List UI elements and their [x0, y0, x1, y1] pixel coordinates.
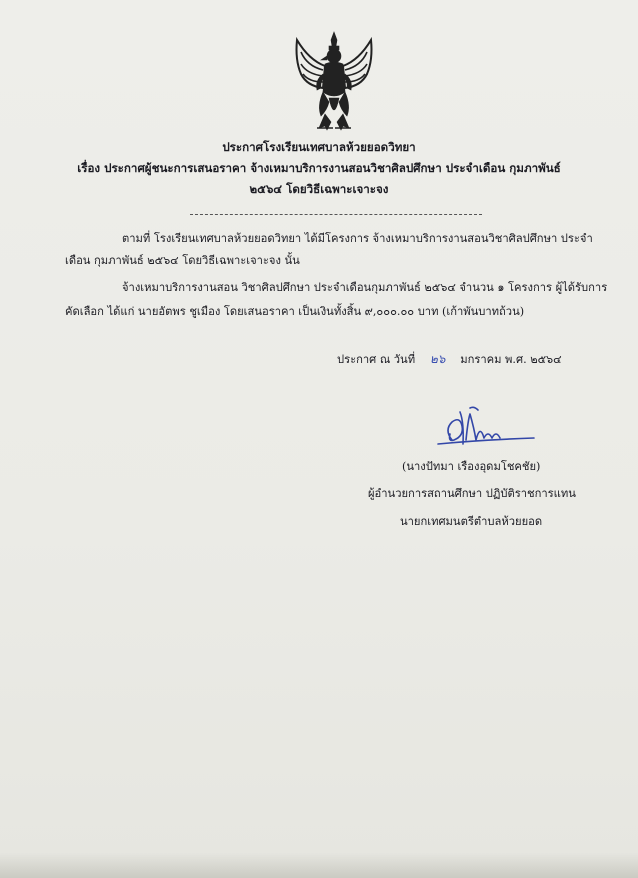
date-prefix: ประกาศ ณ วันที่: [337, 353, 416, 366]
paragraph-2-line-1: จ้างเหมาบริการงานสอน วิชาศิลปศึกษา ประจำเดือนกุมภาพันธ์ ๒๕๖๔ จำนวน ๑ โครงการ ผู้ได้รับการ: [122, 281, 608, 294]
announcement-title: ประกาศโรงเรียนเทศบาลห้วยยอดวิทยา: [222, 140, 416, 154]
date-suffix: มกราคม พ.ศ. ๒๕๖๔: [460, 353, 562, 366]
signer-title-line-1: ผู้อำนวยการสถานศึกษา ปฏิบัติราชการแทน: [368, 487, 576, 500]
date-day-handwritten: ๒๖: [429, 352, 446, 366]
subject-line-2: ๒๕๖๔ โดยวิธีเฉพาะเจาะจง: [249, 182, 389, 196]
handwritten-signature: [430, 400, 540, 452]
announcement-date: [337, 352, 562, 367]
subject-line-1: เรื่อง ประกาศผู้ชนะการเสนอราคา จ้างเหมาบริการงานสอนวิชาศิลปศึกษา ประจำเดือน กุมภาพันธ์: [77, 161, 561, 175]
paragraph-1-line-2: เดือน กุมภาพันธ์ ๒๕๖๔ โดยวิธีเฉพาะเจาะจง นั้น: [65, 254, 300, 267]
signer-name: (นางปัทมา เรืองอุดมโชคชัย): [402, 460, 541, 473]
separator-line: [190, 214, 482, 215]
paragraph-2-line-2: คัดเลือก ได้แก่ นายอัตพร ชูเมือง โดยเสนอราคา เป็นเงินทั้งสิ้น ๙,๐๐๐.๐๐ บาท (เก้าพันบาทถ้วน): [65, 305, 525, 318]
garuda-emblem: [287, 30, 381, 134]
paragraph-1-line-1: ตามที่ โรงเรียนเทศบาลห้วยยอดวิทยา ได้มีโครงการ จ้างเหมาบริการงานสอนวิชาศิลปศึกษา ประจำ: [122, 232, 593, 245]
signer-title-line-2: นายกเทศมนตรีตำบลห้วยยอด: [400, 515, 543, 528]
